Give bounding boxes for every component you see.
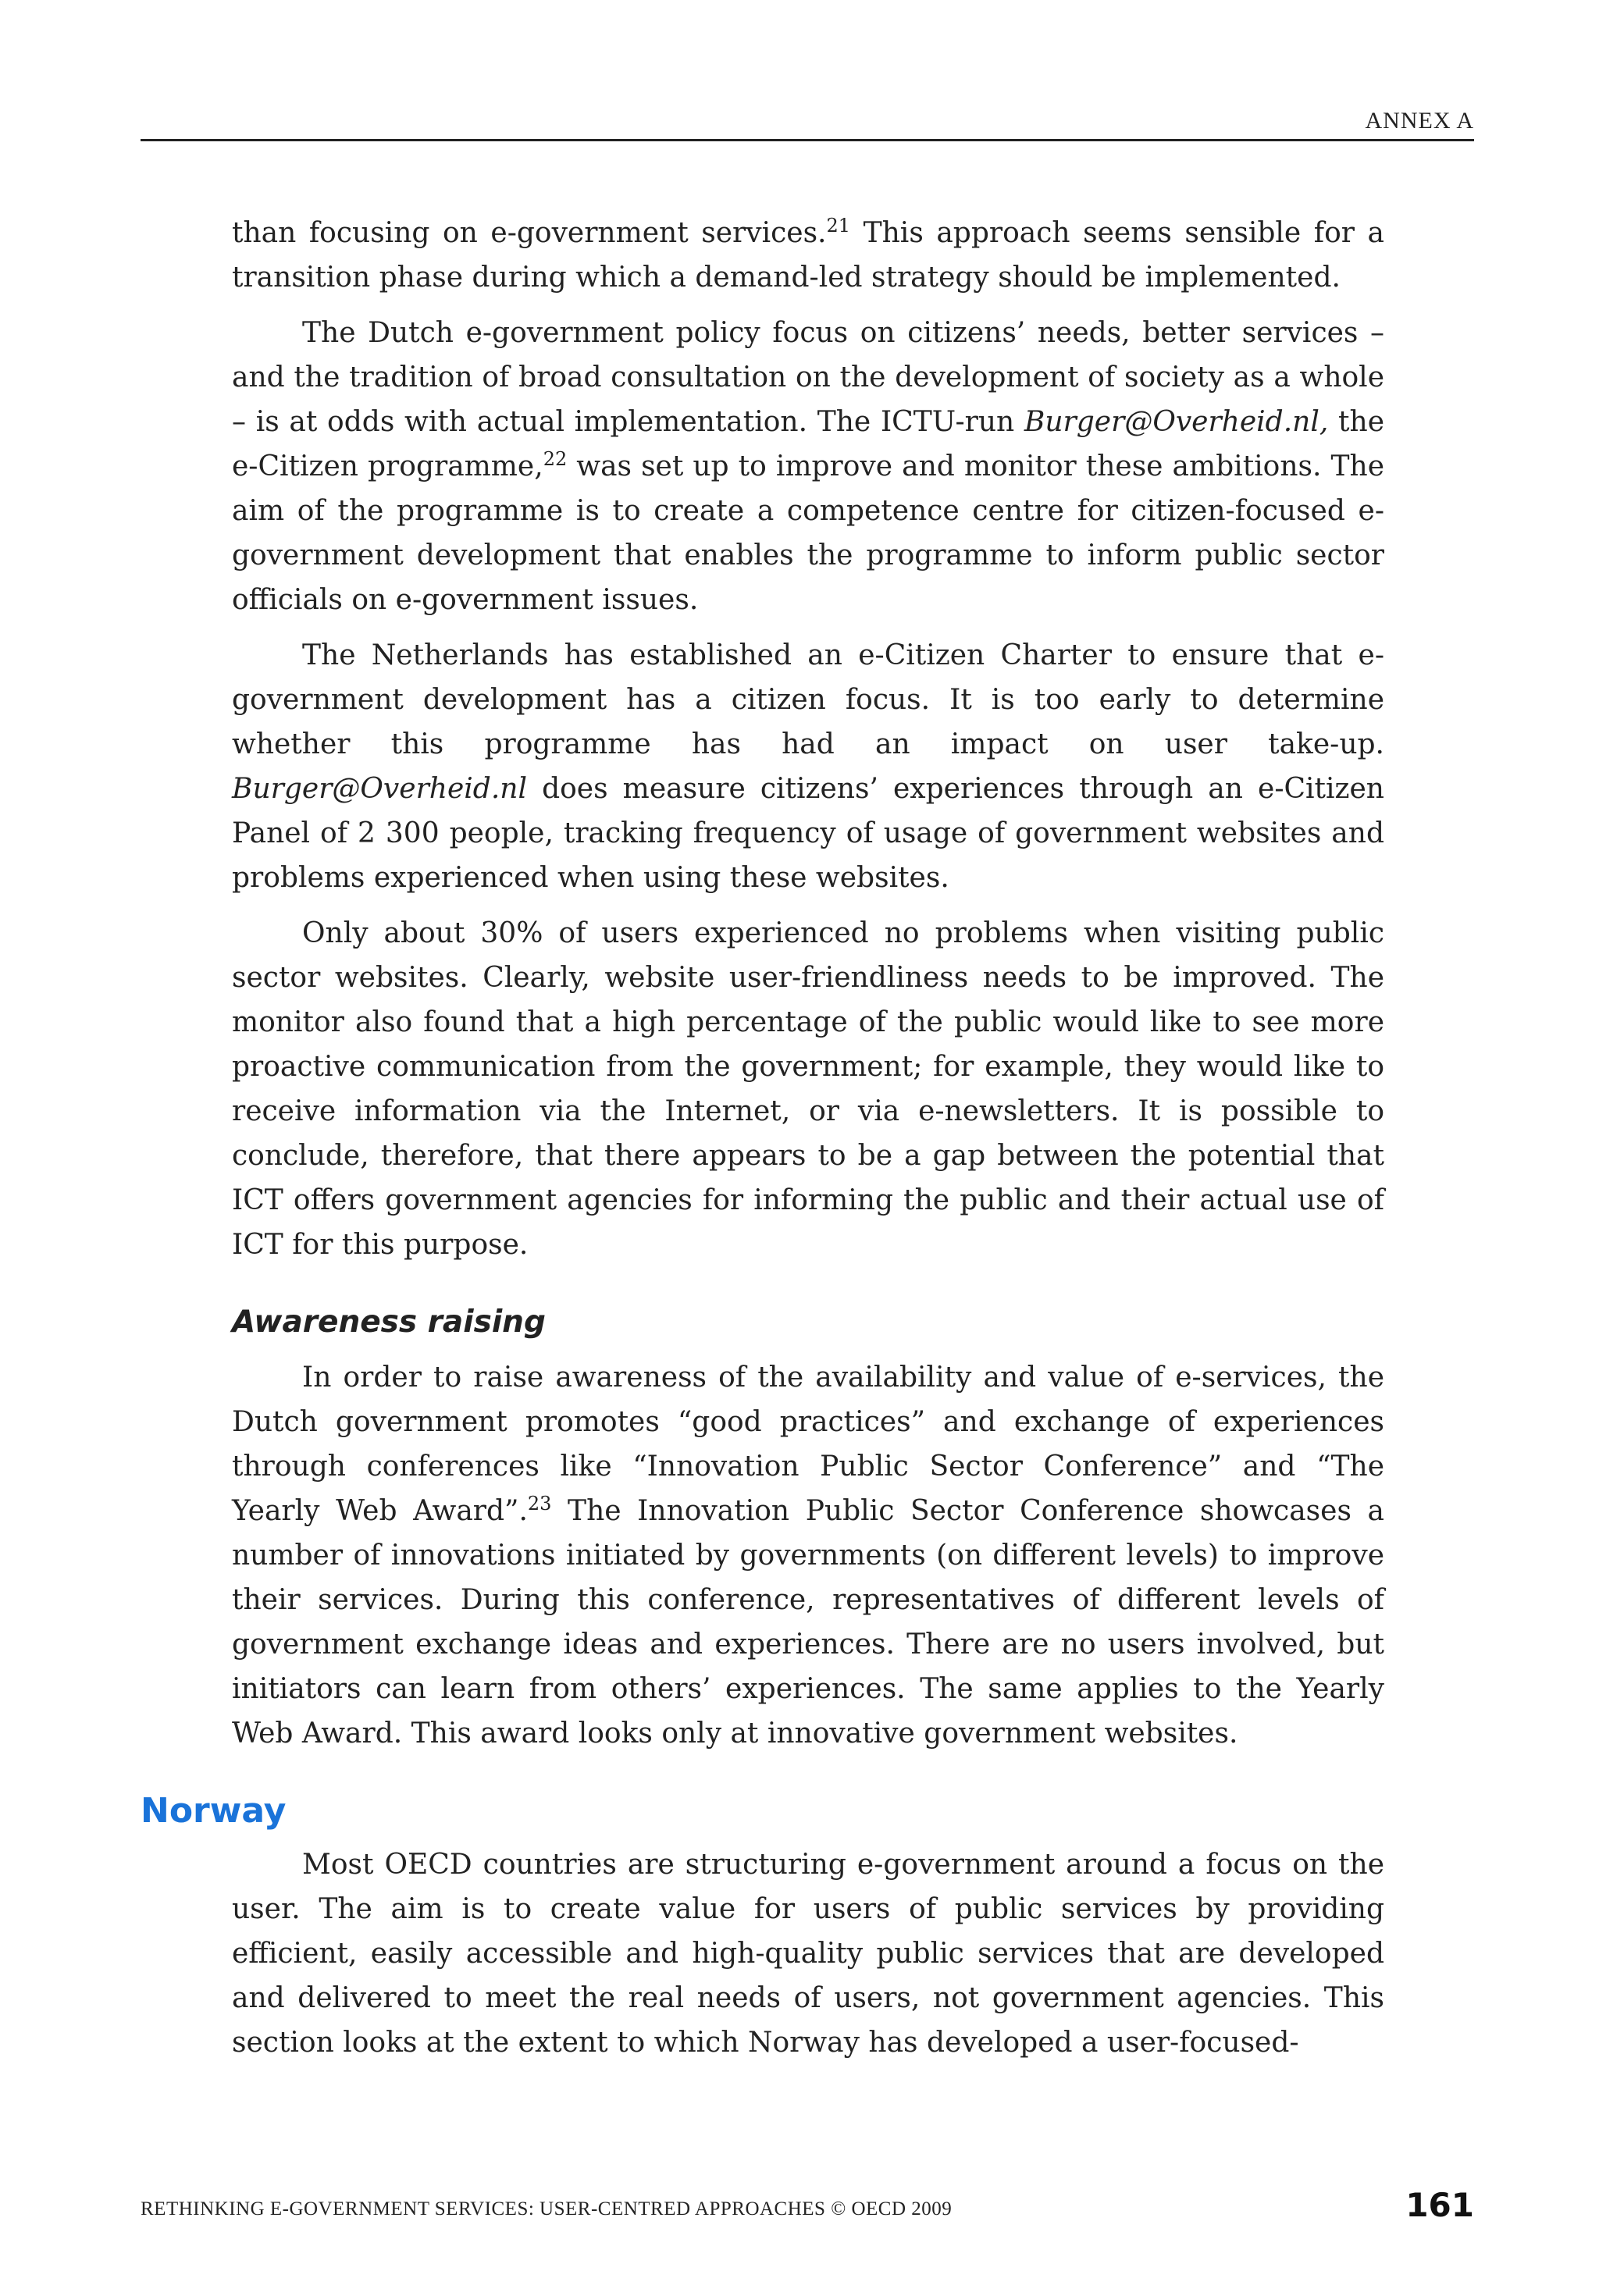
footnote-ref: 21 — [826, 215, 851, 237]
paragraph-text: the e-Citizen programme, — [232, 406, 1384, 482]
footer-publication: RETHINKING E-GOVERNMENT SERVICES: USER-CENTRED APPROACHES © OECD 2009 — [141, 2198, 953, 2219]
paragraph-text: The Innovation Public Sector Conference showcases a number of innovations initiated by governments (on different levels) to improve their services. During this conference, representatives of different levels of government exchange ideas and experiences. There are no users involved, but initiators can learn from others’ experiences. The same applies to the Yearly Web Award. This award looks only at innovative government websites. — [232, 1495, 1384, 1750]
footnote-ref: 22 — [543, 448, 568, 470]
paragraph-5 — [232, 1355, 1384, 1756]
paragraph-text: was set up to improve and monitor these ambitions. The aim of the programme is to create a competence centre for citizen-focused e-government development that enables the programme to inform public sector officials on e-government issues. — [232, 450, 1385, 616]
subheading: Awareness raising — [232, 1305, 546, 1340]
footnote-ref: 23 — [527, 1493, 552, 1515]
paragraph-text: In order to raise awareness of the availability and value of e-services, the Dutch government promotes “good practices” and exchange of experiences through conferences like “Innovation Public Sector Conference” and “The Yearly Web Award”. — [232, 1362, 1384, 1527]
section-heading: Norway — [141, 1791, 287, 1831]
paragraph-1 — [232, 211, 1384, 300]
paragraph-text: does measure citizens’ experiences through an e-Citizen Panel of 2 300 people, tracking frequency of usage of government websites and problems experienced when using these websites. — [232, 773, 1384, 894]
paragraph-2 — [232, 311, 1384, 622]
italic-term: Burger@Overheid.nl, — [1024, 406, 1329, 438]
paragraph-text: The Netherlands has established an e-Citizen Charter to ensure that e-government development has a citizen focus. It is too early to determine whether this programme has had an impact on user take-up. — [232, 639, 1384, 760]
paragraph-4: Only about 30% of users experienced no problems when visiting public sector websites. Clearly, website user-friendliness needs to be improved. The monitor also found that a high percentage of the public would like to see more proactive communication from the government; for example, they would like to receive information via the Internet, or via e-newsletters. It is possible to conclude, therefore, that there appears to be a gap between the potential that ICT offers government agencies for informing the public and their actual use of ICT for this purpose. — [232, 917, 1384, 1261]
paragraph-text: The Dutch e-government policy focus on citizens’ needs, better services – and the tradition of broad consultation on the development of society as a whole – is at odds with actual implementation. The ICTU-run — [232, 317, 1384, 438]
header-rule — [141, 139, 1474, 141]
paragraph-3 — [232, 633, 1384, 900]
page-number: 161 — [1405, 2186, 1474, 2224]
italic-term: Burger@Overheid.nl — [232, 773, 527, 805]
body-text — [141, 211, 1385, 2076]
paragraph-6: Most OECD countries are structuring e-government around a focus on the user. The aim is to create value for users of public services by providing efficient, easily accessible and high-quality public services that are developed and delivered to meet the real needs of users, not government agencies. This section looks at the extent to which Norway has developed a user-focused- — [232, 1849, 1384, 2059]
paragraph-text: This approach seems sensible for a transition phase during which a demand-led strategy should be implemented. — [232, 217, 1384, 294]
running-head: ANNEX A — [1365, 108, 1474, 133]
paragraph-text: than focusing on e-government services. — [232, 217, 827, 249]
